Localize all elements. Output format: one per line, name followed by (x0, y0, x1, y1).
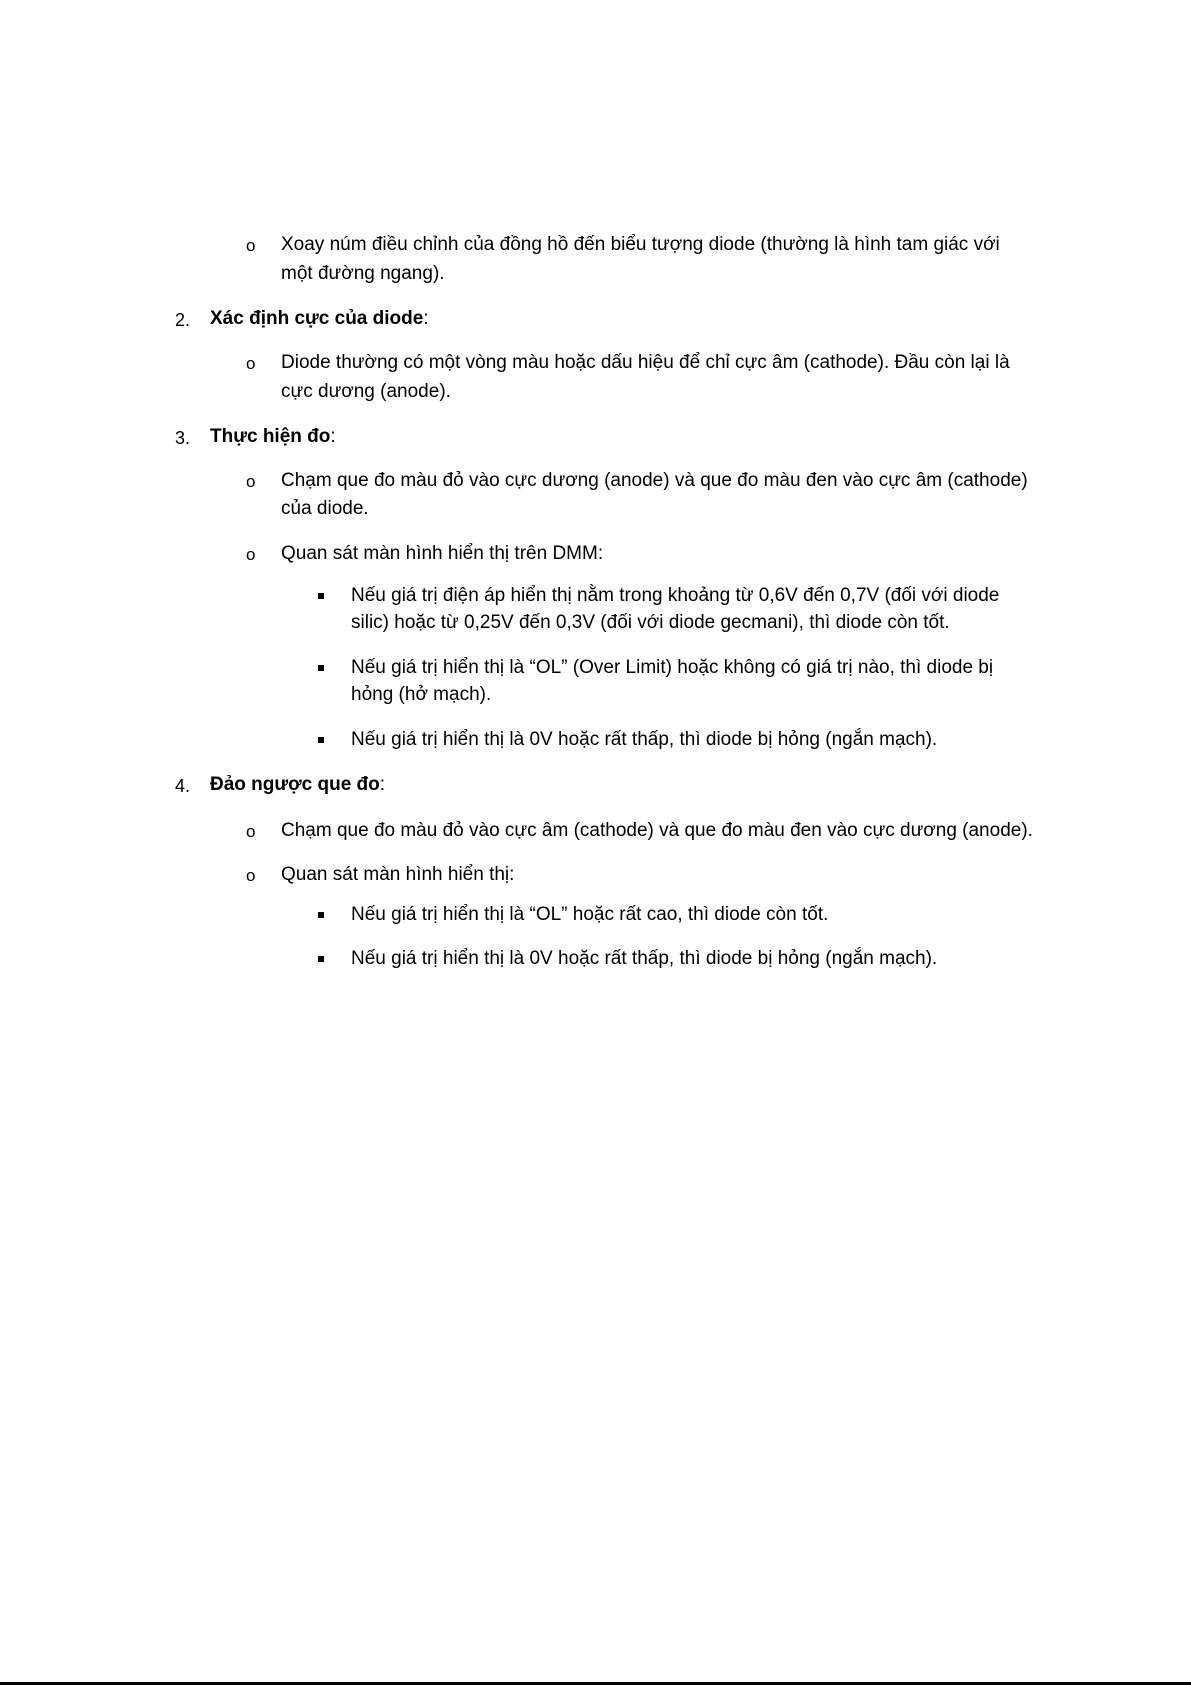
list-bullet-square (318, 737, 324, 743)
step1-sub-line2: một đường ngang). (281, 263, 445, 284)
list-bullet-square (318, 593, 324, 599)
step-number-4: 4. (175, 776, 191, 796)
list-bullet-circle: o (246, 545, 256, 564)
step3-subsub2-line2: hỏng (hở mạch). (351, 684, 492, 705)
step2-title: Xác định cực của diode (210, 308, 424, 329)
step4-title: Đảo ngược que đo (210, 774, 380, 795)
step2-heading (210, 305, 429, 333)
list-bullet-circle: o (246, 822, 256, 841)
step1-sub-line1: Xoay núm điều chỉnh của đồng hồ đến biểu tượng diode (thường là hình tam giác với (281, 234, 1000, 255)
step4-sub2: Quan sát màn hình hiển thị: (281, 864, 515, 885)
list-bullet-circle: o (246, 354, 256, 373)
list-bullet-circle: o (246, 866, 256, 885)
step3-subsub1-line2: silic) hoặc từ 0,25V đến 0,3V (đối với diode gecmani), thì diode còn tốt. (351, 612, 950, 633)
step2-colon: : (423, 308, 429, 329)
step3-heading (210, 423, 336, 451)
step4-subsub2: Nếu giá trị hiển thị là 0V hoặc rất thấp, thì diode bị hỏng (ngắn mạch). (351, 948, 938, 969)
step3-title: Thực hiện đo (210, 426, 331, 447)
step4-sub1: Chạm que đo màu đỏ vào cực âm (cathode) và que đo màu đen vào cực dương (anode). (281, 820, 1033, 841)
step4-subsub1: Nếu giá trị hiển thị là “OL” hoặc rất cao, thì diode còn tốt. (351, 904, 829, 925)
step4-heading (210, 771, 385, 799)
step3-sub2: Quan sát màn hình hiển thị trên DMM: (281, 543, 604, 564)
step2-sub1-line2: cực dương (anode). (281, 381, 451, 402)
step4-colon: : (379, 774, 386, 795)
list-bullet-circle: o (246, 236, 256, 255)
list-bullet-circle: o (246, 472, 256, 491)
step-number-2: 2. (175, 310, 191, 330)
step3-subsub2-line1: Nếu giá trị hiển thị là “OL” (Over Limit) hoặc không có giá trị nào, thì diode bị (351, 657, 994, 678)
list-bullet-square (318, 912, 324, 918)
step3-colon: : (330, 426, 336, 447)
step-number-3: 3. (175, 428, 191, 448)
step3-sub1-line1: Chạm que đo màu đỏ vào cực dương (anode) và que đo màu đen vào cực âm (cathode) (281, 470, 1028, 491)
step3-subsub3: Nếu giá trị hiển thị là 0V hoặc rất thấp, thì diode bị hỏng (ngắn mạch). (351, 729, 938, 750)
list-bullet-square (318, 956, 324, 962)
list-bullet-square (318, 665, 324, 671)
step3-sub1-line2: của diode. (281, 498, 369, 519)
step3-subsub1-line1: Nếu giá trị điện áp hiển thị nằm trong khoảng từ 0,6V đến 0,7V (đối với diode (351, 585, 1000, 606)
step2-sub1-line1: Diode thường có một vòng màu hoặc dấu hiệu để chỉ cực âm (cathode). Đầu còn lại là (281, 352, 1010, 373)
